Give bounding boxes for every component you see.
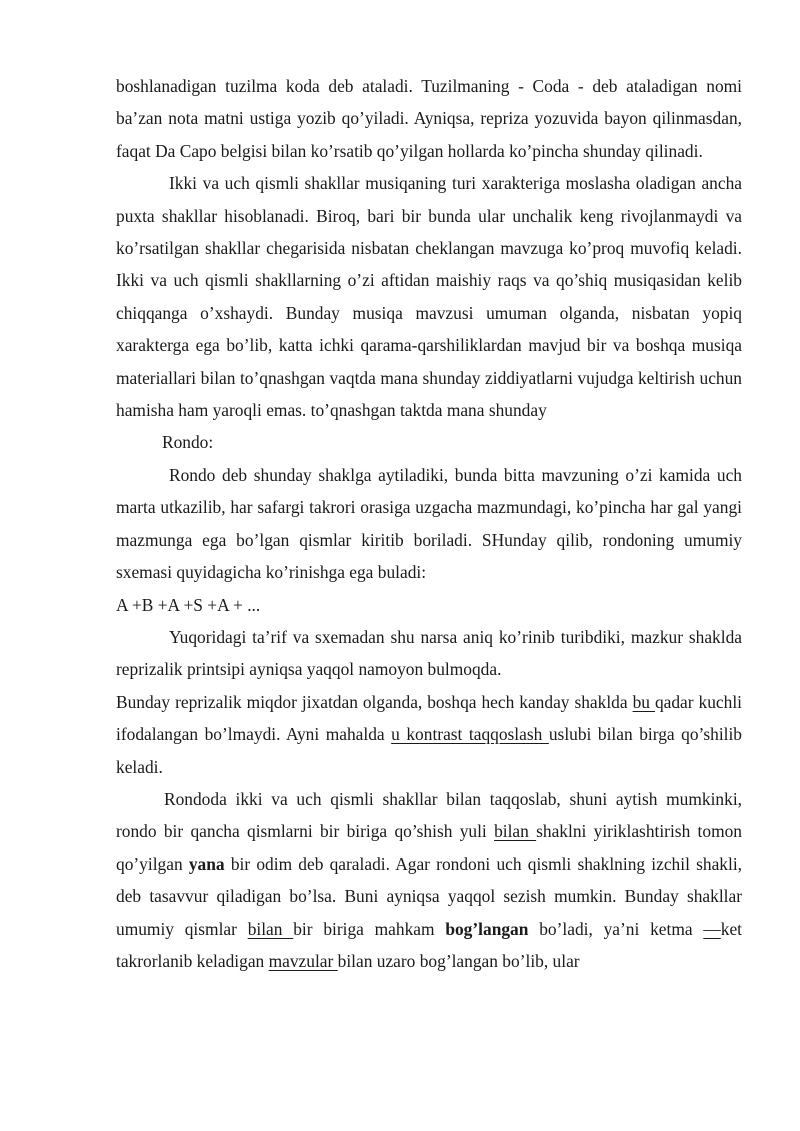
text-run: Rondoda ikki va uch qismli shakllar bilan taqqoslab, shuni aytish mumkinki, rondo bir qancha qismlarni bir biriga qo’shish yuli	[116, 788, 742, 842]
bold-text: yana	[188, 853, 225, 874]
text-run: qadar kuchli ifodalangan bo’lmaydi. Ayni mahalda	[116, 691, 742, 745]
text-run: bilan uzaro bog’langan bo’lib, ular	[337, 950, 580, 971]
text-run: uslubi bilan birga qo’shilib keladi.	[116, 724, 743, 777]
paragraph-reprise-quantity	[116, 686, 742, 783]
paragraph-coda: boshlanadigan tuzilma koda deb ataladi. Tuzilmaning - Coda - deb ataladigan nomi ba’zan nota matni ustiga yozib qo’yiladi. Ayniqsa, repriza yozuvida bayon qilinmasdan, faqat Da Capo belgisi bilan ko’rsatib qo’yilgan hollarda ko’pincha shunday qilinadi.	[116, 76, 742, 161]
paragraph-two-three-part-forms: Ikki va uch qismli shakllar musiqaning turi xarakteriga moslasha oladigan ancha puxta shakllar hisoblanadi. Biroq, bari bir bunda ular unchalik keng rivojlanmaydi va ko’rsatilgan shakllar chegarisida nisbatan cheklangan mavzuga ko’proq muvofiq keladi. Ikki va uch qismli shakllarning o’zi aftidan maishiy raqs va qo’shiq musiqasidan kelib chiqqanga o’xshaydi. Bunday musiqa mavzusi umuman olganda, nisbatan yopiq xarakterga ega bo’lib, katta ichki qarama-qarshiliklardan mavjud bir va boshqa musiqa materiallari bilan to’qnashgan vaqtda mana shunday ziddiyatlarni vujudga keltirish uchun hamisha ham yaroqli emas. to’qnashgan taktda mana shunday	[116, 173, 742, 421]
text-run: bir odim deb qaraladi. Agar rondoni uch qismli shaklning izchil shakli, deb tasavvur qiladigan bo’lsa. Buni ayniqsa yaqqol sezish mumkin. Bunday shakllar umumiy qismlar	[116, 853, 742, 939]
text-run: shaklni yiriklashtirish tomon qo’yilgan	[116, 821, 742, 874]
underlined-text: bilan	[494, 821, 537, 842]
document-page	[116, 70, 742, 977]
heading-rondo: Rondo:	[162, 432, 214, 453]
paragraph-rondo-definition: Rondo deb shunday shaklga aytiladiki, bunda bitta mavzuning o’zi kamida uch marta utkazilib, har safargi takrori orasiga uzgacha mazmundagi, ko’pincha har gal yangi mazmunga ega bo’lgan qismlar kiritib boriladi. SHunday qilib, rondoning umumiy sxemasi quyidagicha ko’rinishga ega buladi:	[116, 464, 742, 583]
bold-text: bog’langan	[445, 918, 529, 939]
underlined-text: u kontrast taqqoslash	[391, 724, 549, 745]
rondo-formula: A +B +A +S +A + ...	[116, 594, 261, 615]
text-run: ket takrorlanib keladigan	[116, 918, 742, 971]
text-run: bir biriga mahkam	[293, 918, 446, 939]
text-run: Bunday reprizalik miqdor jixatdan olganda, boshqa hech kanday shaklda	[116, 691, 633, 712]
underlined-text: —	[703, 918, 721, 939]
underlined-text: mavzular	[268, 950, 338, 971]
underlined-text: bilan	[247, 918, 294, 939]
underlined-text: bu	[632, 691, 655, 712]
paragraph-reprise-principle: Yuqoridagi ta’rif va sxemadan shu narsa aniq ko’rinib turibdiki, mazkur shaklda reprizalik printsipi ayniqsa yaqqol namoyon bulmoqda.	[116, 626, 742, 680]
paragraph-rondo-comparison	[116, 783, 742, 977]
text-run: bo’ladi, ya’ni ketma	[528, 918, 704, 939]
